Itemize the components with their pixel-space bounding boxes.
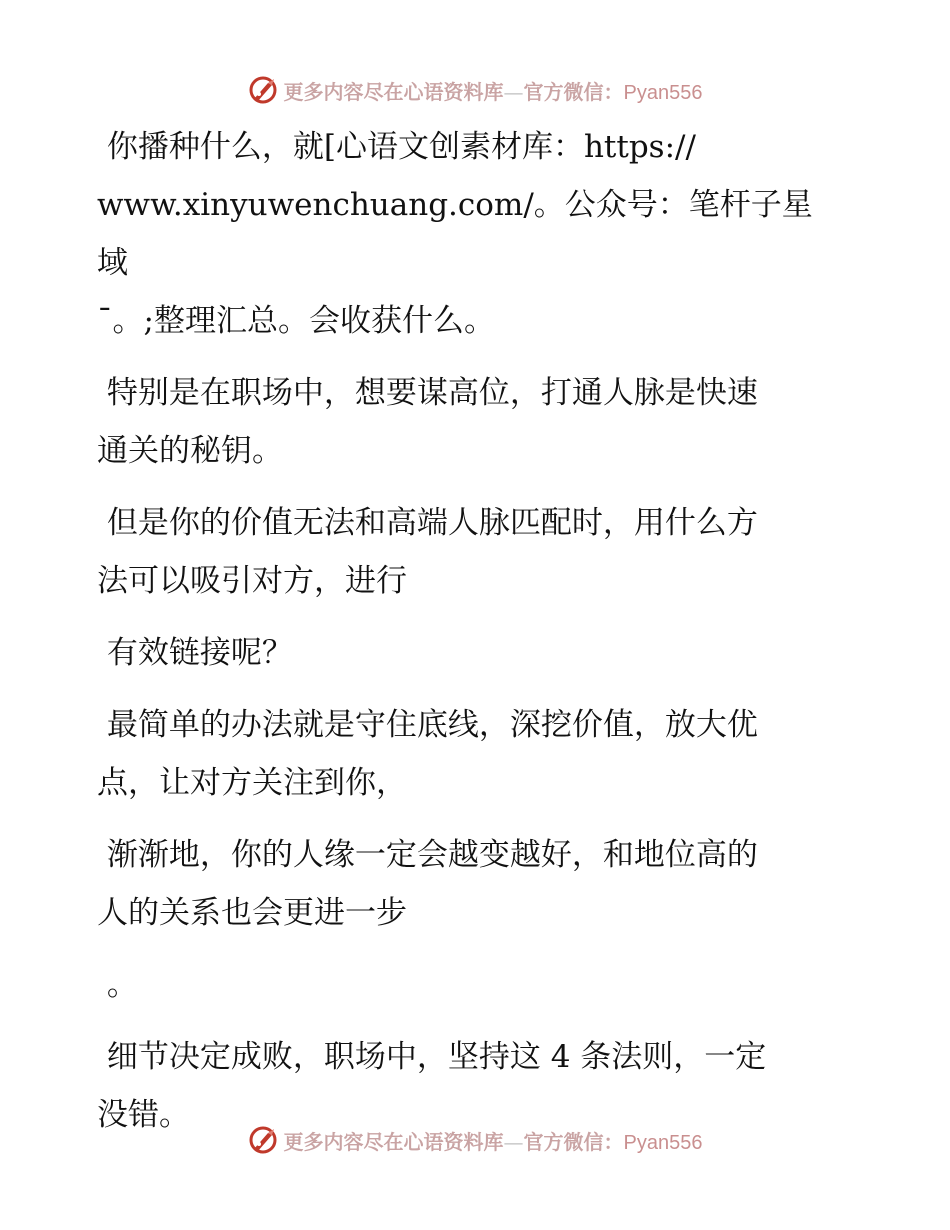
p1-line2: www.xinyuwenchuang.com/。公众号：笔杆子星域: [97, 187, 813, 281]
header-banner: [0, 70, 950, 110]
p1-line1: 你播种什么，就[心语文创素材库：https://: [97, 129, 696, 165]
quill-pen-logo-icon: [248, 75, 278, 105]
footer-banner: [0, 1120, 950, 1160]
footer-banner-text: [284, 1126, 703, 1155]
p8-line1: 细节决定成败，职场中，坚持这 4 条法则，一定: [97, 1039, 767, 1075]
p2-line2: 通关的秘钥。: [97, 433, 283, 469]
header-wechat-id: Pyan556: [623, 81, 703, 104]
header-dash: —: [503, 79, 524, 104]
paragraph-1: [97, 118, 837, 350]
header-brand-text: 更多内容尽在心语资料库: [283, 79, 504, 104]
p2-line1: 特别是在职场中，想要谋高位，打通人脉是快速: [97, 375, 758, 411]
p3-line2: 法可以吸引对方，进行: [97, 563, 407, 599]
quill-pen-logo-icon: [248, 1125, 278, 1155]
p6-line2: 人的关系也会更进一步: [97, 895, 407, 931]
paragraph-7: [97, 956, 837, 1014]
footer-wechat-id: Pyan556: [623, 1131, 703, 1154]
paragraph-5: [97, 696, 837, 812]
paragraph-2: [97, 364, 837, 480]
footer-brand-text: 更多内容尽在心语资料库: [283, 1129, 504, 1154]
paragraph-4: [97, 624, 837, 682]
p6-line1: 渐渐地，你的人缘一定会越变越好，和地位高的: [97, 837, 758, 873]
document-body: [97, 118, 837, 1158]
p8-line2: 没错。: [97, 1097, 190, 1133]
p4-line1: 有效链接呢？: [97, 635, 293, 671]
header-wechat-label: 官方微信：: [523, 79, 624, 104]
p5-line1: 最简单的办法就是守住底线，深挖价值，放大优: [97, 707, 758, 743]
paragraph-3: [97, 494, 837, 610]
footer-wechat-label: 官方微信：: [523, 1129, 624, 1154]
p1-line3: ˉ。;整理汇总。会收获什么。: [97, 303, 495, 339]
header-banner-text: [284, 76, 703, 105]
paragraph-6: [97, 826, 837, 942]
p5-line2: 点，让对方关注到你，: [97, 765, 407, 801]
p3-line1: 但是你的价值无法和高端人脉匹配时，用什么方: [97, 505, 758, 541]
footer-dash: —: [503, 1129, 524, 1154]
p7-line1: 。: [97, 967, 138, 1003]
